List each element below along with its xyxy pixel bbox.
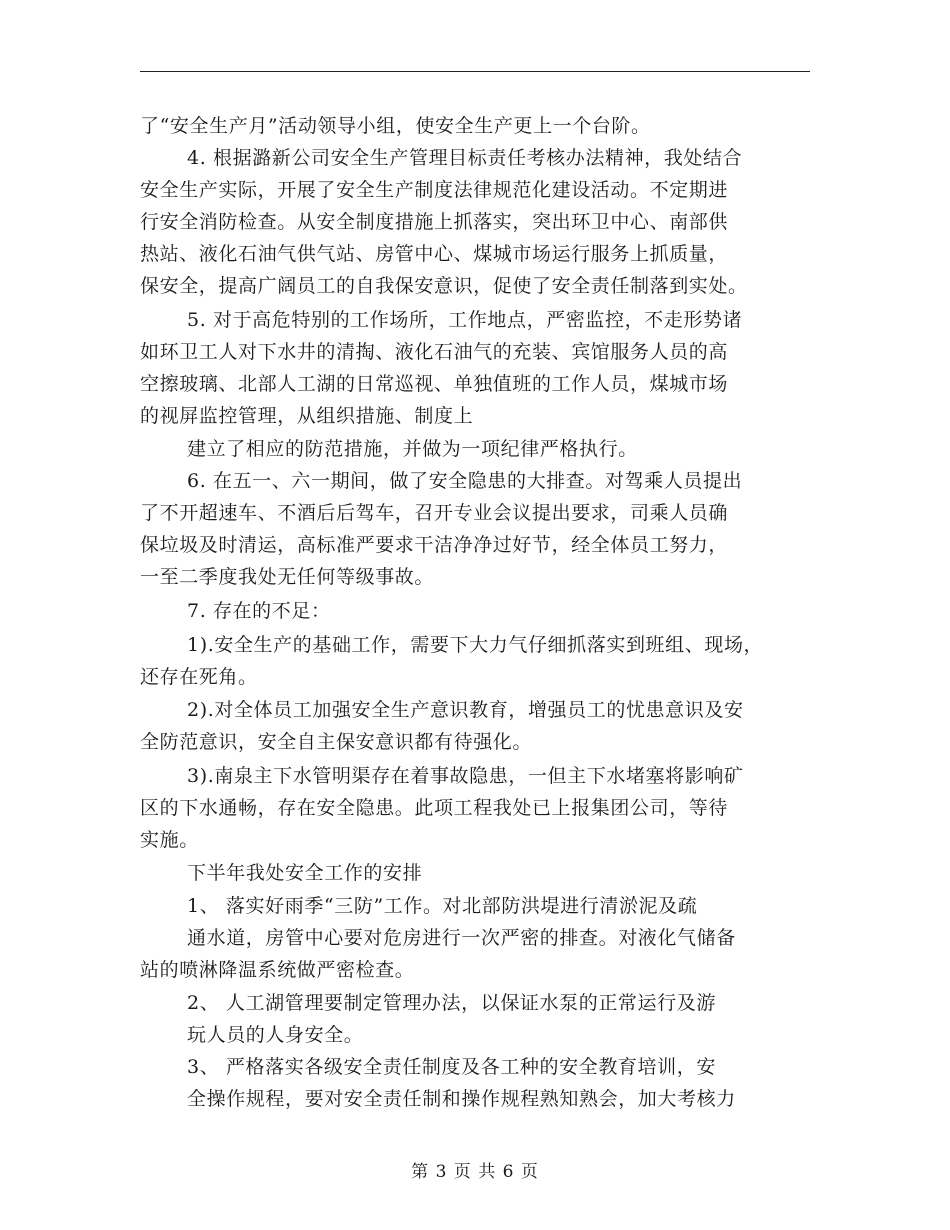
text-line: 安全生产实际，开展了安全生产制度法律规范化建设活动。不定期进 xyxy=(140,179,729,201)
text-line: 2、 人工湖管理要制定管理办法，以保证水泵的正常运行及游 xyxy=(187,992,716,1014)
text-line: 站的喷淋降温系统做严密检查。 xyxy=(140,959,415,981)
text-line: 3).南泉主下水管明渠存在着事故隐患，一但主下水堵塞将影响矿 xyxy=(187,765,744,787)
text-line: 了不开超速车、不酒后后驾车，召开专业会议提出要求，司乘人员确 xyxy=(140,502,729,524)
text-line: 1、 落实好雨季“三防”工作。对北部防洪堤进行清淤泥及疏 xyxy=(187,895,698,917)
text-line: 下半年我处安全工作的安排 xyxy=(187,862,423,884)
text-line: 实施。 xyxy=(140,829,199,851)
text-line: 了“安全生产月”活动领导小组，使安全生产更上一个台阶。 xyxy=(140,115,651,137)
text-line: 保垃圾及时清运，高标准严要求干洁净净过好节，经全体员工努力， xyxy=(140,534,729,556)
text-line: 全防范意识，安全自主保安意识都有待强化。 xyxy=(140,731,533,753)
page-footer: 第 3 页 共 6 页 xyxy=(411,1162,539,1182)
text-line: 热站、液化石油气供气站、房管中心、煤城市场运行服务上抓质量， xyxy=(140,243,729,265)
text-line: 一至二季度我处无任何等级事故。 xyxy=(140,566,435,588)
text-line: 还存在死角。 xyxy=(140,666,258,688)
text-line: 1).安全生产的基础工作，需要下大力气仔细抓落实到班组、现场， xyxy=(187,634,764,656)
text-line: 空擦玻璃、北部人工湖的日常巡视、单独值班的工作人员，煤城市场 xyxy=(140,373,729,395)
text-line: 的视屏监控管理，从组织措施、制度上 xyxy=(140,405,474,427)
text-line: 如环卫工人对下水井的清掏、液化石油气的充装、宾馆服务人员的高 xyxy=(140,341,729,363)
text-line: 行安全消防检查。从安全制度措施上抓落实，突出环卫中心、南部供 xyxy=(140,211,729,233)
text-line: 保安全，提高广阔员工的自我保安意识，促使了安全责任制落到实处。 xyxy=(140,275,748,297)
text-line: 3、 严格落实各级安全责任制度及各工种的安全教育培训，安 xyxy=(187,1056,716,1078)
text-line: 通水道，房管中心要对危房进行一次严密的排查。对液化气储备 xyxy=(187,927,736,949)
text-line: 区的下水通畅，存在安全隐患。此项工程我处已上报集团公司，等待 xyxy=(140,797,729,819)
text-line: 全操作规程，要对安全责任制和操作规程熟知熟会，加大考核力 xyxy=(187,1088,736,1110)
text-line: 2).对全体员工加强安全生产意识教育，增强员工的忧患意识及安 xyxy=(187,699,744,721)
text-line: 5. 对于高危特别的工作场所，工作地点，严密监控，不走形势诸 xyxy=(187,309,743,331)
text-line: 玩人员的人身安全。 xyxy=(187,1024,364,1046)
text-line: 7. 存在的不足： xyxy=(187,600,331,622)
text-line: 6. 在五一、六一期间，做了安全隐患的大排查。对驾乘人员提出 xyxy=(187,470,743,492)
header-rule xyxy=(140,71,810,72)
text-line: 4. 根据潞新公司安全生产管理目标责任考核办法精神，我处结合 xyxy=(187,147,743,169)
text-line: 建立了相应的防范措施，并做为一项纪律严格执行。 xyxy=(187,438,638,460)
